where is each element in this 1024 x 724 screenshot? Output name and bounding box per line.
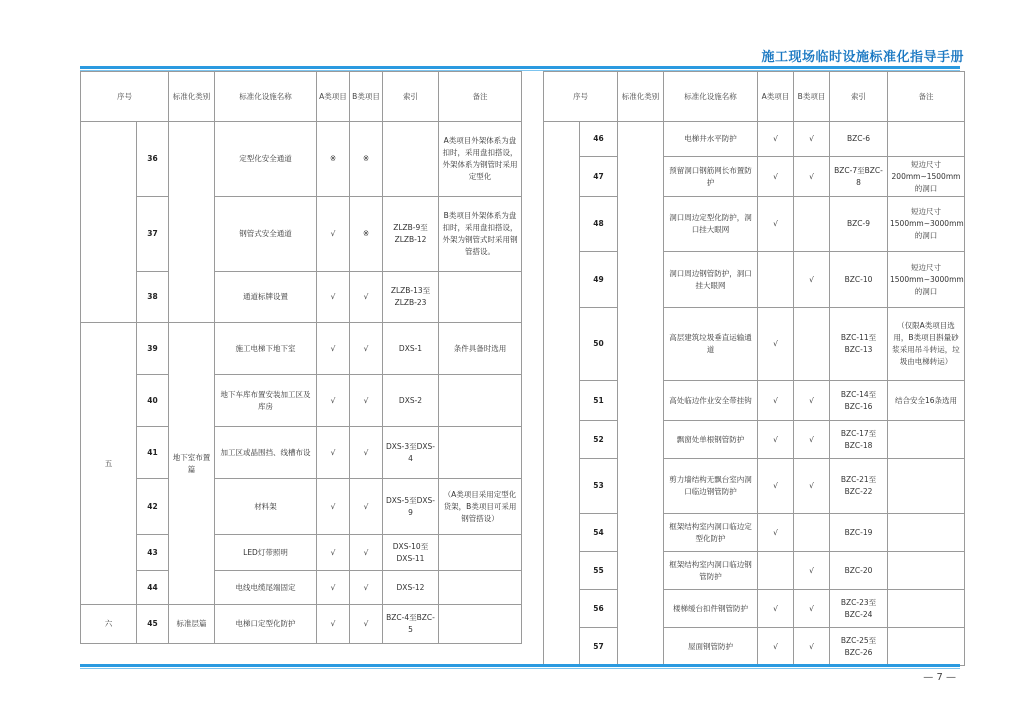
col-header-b: B类项目: [794, 72, 830, 122]
index-ref: BZC-6: [830, 122, 888, 157]
page-number: — 7 —: [923, 672, 956, 683]
b-mark: [794, 197, 830, 252]
remark: 条件具备时选用: [439, 323, 522, 375]
remark: 结合安全16条选用: [888, 381, 965, 421]
a-mark: √: [317, 605, 350, 644]
remark: [439, 605, 522, 644]
b-mark: √: [794, 459, 830, 514]
facility-table-left: [80, 71, 522, 644]
a-mark: √: [317, 479, 350, 535]
facility-name: 洞口周边定型化防护，洞口挂大眼网: [664, 197, 758, 252]
facility-name: 定型化安全通道: [215, 122, 317, 197]
facility-name: 加工区或晶围挡、线槽布设: [215, 427, 317, 479]
col-header-category: 标准化类别: [618, 72, 664, 122]
table-row: [544, 197, 965, 252]
group-cell-empty: [544, 122, 580, 666]
a-mark: [758, 552, 794, 590]
row-number: 53: [580, 459, 618, 514]
document-title: 施工现场临时设施标准化指导手册: [761, 50, 964, 65]
a-mark: √: [317, 197, 350, 272]
row-number: 40: [137, 375, 169, 427]
remark: [888, 421, 965, 459]
table-header-row: [81, 72, 522, 122]
a-mark: √: [317, 571, 350, 605]
table-header-row: [544, 72, 965, 122]
table-row: [81, 427, 522, 479]
facility-name: 屋面钢管防护: [664, 628, 758, 666]
remark: 短边尺寸1500mm~3000mm的洞口: [888, 197, 965, 252]
col-header-no: 序号: [81, 72, 169, 122]
table-row: [544, 381, 965, 421]
row-number: 51: [580, 381, 618, 421]
row-number: 39: [137, 323, 169, 375]
remark: [888, 122, 965, 157]
table-row: [544, 514, 965, 552]
index-ref: DXS-5至DXS-9: [383, 479, 439, 535]
table-row: [544, 252, 965, 308]
table-row: [81, 535, 522, 571]
group-label: 五: [81, 323, 137, 605]
group-cell-empty: [81, 122, 137, 323]
a-mark: √: [758, 197, 794, 252]
a-mark: ※: [317, 122, 350, 197]
facility-name: 洞口周边钢管防护，洞口挂大眼网: [664, 252, 758, 308]
remark: A类项目外架体系为盘扣时，采用盘扣搭设，外架体系为钢管时采用定型化: [439, 122, 522, 197]
b-mark: √: [794, 628, 830, 666]
remark: [888, 552, 965, 590]
b-mark: √: [794, 381, 830, 421]
category-label: 标准层篇: [169, 605, 215, 644]
index-ref: DXS-12: [383, 571, 439, 605]
row-number: 54: [580, 514, 618, 552]
table-row: [81, 323, 522, 375]
row-number: 46: [580, 122, 618, 157]
row-number: 57: [580, 628, 618, 666]
index-ref: BZC-19: [830, 514, 888, 552]
b-mark: √: [350, 323, 383, 375]
row-number: 45: [137, 605, 169, 644]
facility-name: 飘窗处单根钢管防护: [664, 421, 758, 459]
remark: （仅限A类项目选用，B类项目斟量砂浆采用吊斗转运，垃圾由电梯转运）: [888, 308, 965, 381]
b-mark: √: [350, 427, 383, 479]
col-header-a: A类项目: [758, 72, 794, 122]
row-number: 41: [137, 427, 169, 479]
col-header-b: B类项目: [350, 72, 383, 122]
a-mark: √: [317, 375, 350, 427]
category-label: 地下室布置篇: [169, 323, 215, 605]
header-rule: [80, 66, 960, 69]
table-row: [544, 421, 965, 459]
a-mark: √: [758, 514, 794, 552]
index-ref: BZC-7至BZC-8: [830, 157, 888, 197]
remark: [439, 375, 522, 427]
row-number: 47: [580, 157, 618, 197]
remark: [888, 628, 965, 666]
row-number: 48: [580, 197, 618, 252]
a-mark: √: [758, 459, 794, 514]
row-number: 49: [580, 252, 618, 308]
table-row: [81, 375, 522, 427]
remark: [888, 514, 965, 552]
row-number: 56: [580, 590, 618, 628]
index-ref: DXS-3至DXS-4: [383, 427, 439, 479]
table-row: [81, 605, 522, 644]
group-label: 六: [81, 605, 137, 644]
remark: （A类项目采用定型化货架，B类项目可采用钢管搭设）: [439, 479, 522, 535]
category-cell-empty: [618, 122, 664, 666]
col-header-category: 标准化类别: [169, 72, 215, 122]
row-number: 52: [580, 421, 618, 459]
table-row: [544, 122, 965, 157]
row-number: 43: [137, 535, 169, 571]
index-ref: BZC-9: [830, 197, 888, 252]
row-number: 50: [580, 308, 618, 381]
facility-name: 高层建筑垃圾垂直运输通道: [664, 308, 758, 381]
index-ref: BZC-21至BZC-22: [830, 459, 888, 514]
a-mark: √: [317, 272, 350, 323]
facility-name: 楼梯缓台扣件钢管防护: [664, 590, 758, 628]
col-header-remark: 备注: [888, 72, 965, 122]
table-row: [544, 552, 965, 590]
col-header-index: 索引: [383, 72, 439, 122]
b-mark: ※: [350, 197, 383, 272]
index-ref: [383, 122, 439, 197]
b-mark: ※: [350, 122, 383, 197]
footer-rule-thin: [80, 668, 960, 669]
row-number: 38: [137, 272, 169, 323]
table-row: [544, 459, 965, 514]
table-row: [544, 308, 965, 381]
b-mark: √: [350, 375, 383, 427]
b-mark: √: [794, 252, 830, 308]
table-row: [81, 122, 522, 197]
b-mark: √: [350, 535, 383, 571]
index-ref: DXS-10至DXS-11: [383, 535, 439, 571]
index-ref: BZC-14至BZC-16: [830, 381, 888, 421]
a-mark: √: [758, 590, 794, 628]
facility-name: 高处临边作业安全带挂钩: [664, 381, 758, 421]
facility-name: 钢管式安全通道: [215, 197, 317, 272]
category-cell-empty: [169, 122, 215, 323]
row-number: 37: [137, 197, 169, 272]
index-ref: BZC-4至BZC-5: [383, 605, 439, 644]
a-mark: √: [317, 323, 350, 375]
row-number: 44: [137, 571, 169, 605]
facility-name: 施工电梯下地下室: [215, 323, 317, 375]
index-ref: BZC-17至BZC-18: [830, 421, 888, 459]
col-header-remark: 备注: [439, 72, 522, 122]
facility-name: 地下车库布置安装加工区及库房: [215, 375, 317, 427]
table-row: [544, 157, 965, 197]
table-row: [81, 272, 522, 323]
index-ref: DXS-2: [383, 375, 439, 427]
facility-name: 电线电缆尾端固定: [215, 571, 317, 605]
b-mark: √: [794, 421, 830, 459]
a-mark: √: [317, 427, 350, 479]
a-mark: √: [758, 157, 794, 197]
b-mark: √: [350, 272, 383, 323]
index-ref: DXS-1: [383, 323, 439, 375]
col-header-index: 索引: [830, 72, 888, 122]
b-mark: √: [350, 605, 383, 644]
facility-name: LED灯带照明: [215, 535, 317, 571]
remark: [888, 590, 965, 628]
b-mark: √: [794, 157, 830, 197]
footer-rule: [80, 664, 960, 667]
index-ref: BZC-20: [830, 552, 888, 590]
index-ref: BZC-10: [830, 252, 888, 308]
col-header-name: 标准化设施名称: [215, 72, 317, 122]
facility-name: 通道标牌设置: [215, 272, 317, 323]
a-mark: √: [758, 628, 794, 666]
a-mark: √: [758, 122, 794, 157]
facility-name: 框架结构室内洞口临边钢管防护: [664, 552, 758, 590]
row-number: 42: [137, 479, 169, 535]
remark: [888, 459, 965, 514]
remark: [439, 571, 522, 605]
b-mark: √: [794, 122, 830, 157]
facility-name: 电梯口定型化防护: [215, 605, 317, 644]
table-row: [81, 479, 522, 535]
b-mark: √: [794, 552, 830, 590]
remark: [439, 427, 522, 479]
col-header-a: A类项目: [317, 72, 350, 122]
b-mark: [794, 514, 830, 552]
b-mark: √: [350, 479, 383, 535]
remark: 短边尺寸200mm~1500mm的洞口: [888, 157, 965, 197]
facility-name: 剪力墙结构无飘台室内洞口临边钢管防护: [664, 459, 758, 514]
row-number: 36: [137, 122, 169, 197]
remark: B类项目外架体系为盘扣时，采用盘扣搭设，外架为钢管式时采用钢管搭设。: [439, 197, 522, 272]
remark: [439, 535, 522, 571]
facility-name: 电梯井水平防护: [664, 122, 758, 157]
remark: [439, 272, 522, 323]
facility-name: 框架结构室内洞口临边定型化防护: [664, 514, 758, 552]
remark: 短边尺寸1500mm~3000mm的洞口: [888, 252, 965, 308]
col-header-no: 序号: [544, 72, 618, 122]
facility-table-right: [543, 71, 965, 666]
b-mark: √: [350, 571, 383, 605]
facility-name: 材料架: [215, 479, 317, 535]
index-ref: BZC-25至BZC-26: [830, 628, 888, 666]
index-ref: ZLZB-9至ZLZB-12: [383, 197, 439, 272]
a-mark: √: [758, 308, 794, 381]
a-mark: √: [317, 535, 350, 571]
table-row: [544, 628, 965, 666]
index-ref: ZLZB-13至ZLZB-23: [383, 272, 439, 323]
table-row: [544, 590, 965, 628]
b-mark: [794, 308, 830, 381]
b-mark: √: [794, 590, 830, 628]
a-mark: √: [758, 421, 794, 459]
index-ref: BZC-23至BZC-24: [830, 590, 888, 628]
index-ref: BZC-11至BZC-13: [830, 308, 888, 381]
table-row: [81, 571, 522, 605]
col-header-name: 标准化设施名称: [664, 72, 758, 122]
row-number: 55: [580, 552, 618, 590]
facility-name: 预留洞口钢筋网长布置防护: [664, 157, 758, 197]
table-row: [81, 197, 522, 272]
a-mark: √: [758, 381, 794, 421]
a-mark: [758, 252, 794, 308]
